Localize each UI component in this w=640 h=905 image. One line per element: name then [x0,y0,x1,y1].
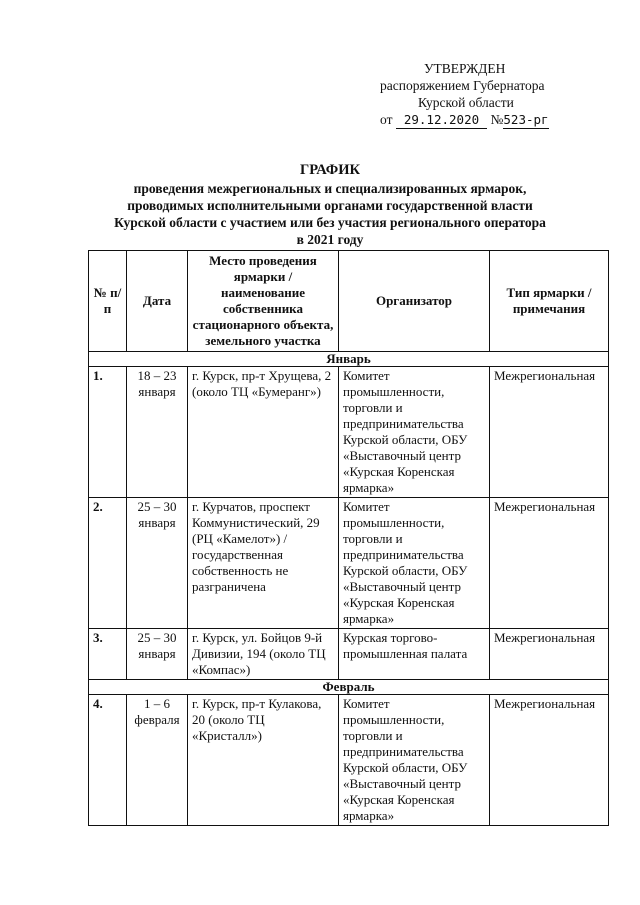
row-type: Межрегиональная [490,629,609,680]
row-organizer: Комитет промышленности, торговли и предпринимательства Курской области, ОБУ «Выставочный центр «Курская Коренская ярмарка» [339,367,490,498]
document-title [70,162,590,248]
row-organizer: Комитет промышленности, торговли и предпринимательства Курской области, ОБУ «Выставочный центр «Курская Коренская ярмарка» [339,498,490,629]
title-line-1: проведения межрегиональных и специализированных ярмарок, [133,181,527,196]
approval-date: 29.12.2020 [396,111,487,129]
row-type: Межрегиональная [490,695,609,826]
approval-heading: УТВЕРЖДЕН [424,61,506,76]
row-num: 3. [89,629,127,680]
row-organizer: Курская торгово-промышленная палата [339,629,490,680]
row-date: 1 – 6 февраля [127,695,188,826]
header-date: Дата [127,251,188,352]
title-line-2: проводимых исполнительными органами государственной власти [127,198,533,213]
row-place: г. Курск, пр-т Хрущева, 2 (около ТЦ «Бумеранг») [188,367,339,498]
row-num: 2. [89,498,127,629]
month-january: Январь [89,352,609,367]
row-date: 25 – 30 января [127,629,188,680]
header-place: Место проведения ярмарки / наименование собственника стационарного объекта, земельного участка [188,251,339,352]
row-date: 25 – 30 января [127,498,188,629]
number-label: № [490,112,504,127]
row-type: Межрегиональная [490,367,609,498]
table-row [89,367,609,498]
month-row-january [89,352,609,367]
row-place: г. Курск, ул. Бойцов 9-й Дивизии, 194 (около ТЦ «Компас») [188,629,339,680]
row-num: 4. [89,695,127,826]
table-row [89,498,609,629]
row-place: г. Курчатов, проспект Коммунистический, 29 (РЦ «Камелот») / государственная собственность не разграничена [188,498,339,629]
title-line-3: Курской области с участием или без участия регионального оператора [114,215,546,230]
row-date: 18 – 23 января [127,367,188,498]
approval-authority: распоряжением Губернатора [380,78,545,93]
approval-date-number [360,111,610,129]
title-line-4: в 2021 году [296,232,364,247]
title-main: ГРАФИК [299,162,361,178]
row-place: г. Курск, пр-т Кулакова, 20 (около ТЦ «Кристалл») [188,695,339,826]
table-row [89,629,609,680]
row-num: 1. [89,367,127,498]
row-type: Межрегиональная [490,498,609,629]
approval-region: Курской области [418,95,514,110]
header-num: № п/п [89,251,127,352]
header-organizer: Организатор [339,251,490,352]
approval-block [360,60,610,129]
row-organizer: Комитет промышленности, торговли и предпринимательства Курской области, ОБУ «Выставочный центр «Курская Коренская ярмарка» [339,695,490,826]
month-february: Февраль [89,680,609,695]
header-row [89,251,609,352]
approval-number: 523-рг [503,112,549,127]
table-row [89,695,609,826]
month-row-february [89,680,609,695]
schedule-table [88,250,609,826]
from-label: от [380,112,393,127]
header-type: Тип ярмарки / примечания [490,251,609,352]
